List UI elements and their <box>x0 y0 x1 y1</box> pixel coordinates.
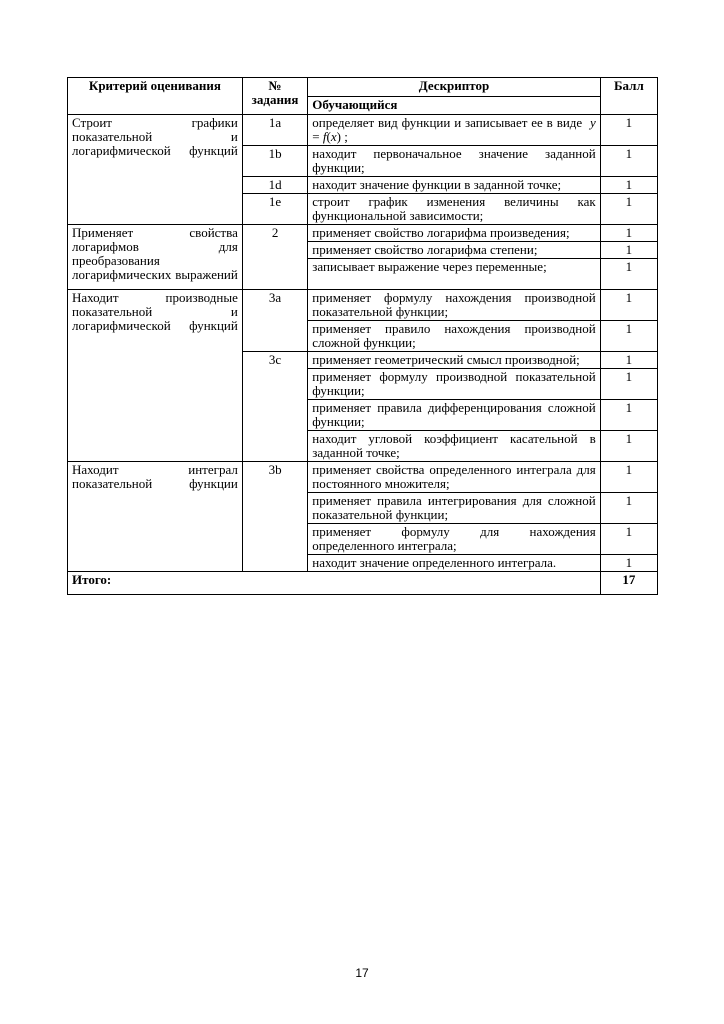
task-number-cell: 3c <box>242 352 307 462</box>
descriptor-cell: записывает выражение через переменные; <box>308 259 600 290</box>
criterion-cell: Находит интеграл показательной функции <box>68 462 243 572</box>
score-cell: 1 <box>600 259 657 290</box>
score-cell: 1 <box>600 225 657 242</box>
score-cell: 1 <box>600 115 657 146</box>
score-cell: 1 <box>600 462 657 493</box>
page-number: 17 <box>355 966 369 980</box>
descriptor-cell: применяет свойства определенного интеграла для постоянного множителя; <box>308 462 600 493</box>
table-header-row <box>68 78 658 97</box>
table-row <box>68 225 658 242</box>
descriptor-cell: применяет формулу производной показательной функции; <box>308 369 600 400</box>
descriptor-cell: находит значение функции в заданной точке; <box>308 177 600 194</box>
task-number-cell: 1b <box>242 146 307 177</box>
score-cell: 1 <box>600 177 657 194</box>
score-cell: 1 <box>600 242 657 259</box>
descriptor-cell: применяет правила дифференцирования сложной функции; <box>308 400 600 431</box>
header-task-number-line1: № <box>268 78 282 93</box>
score-cell: 1 <box>600 146 657 177</box>
criterion-cell: Применяет свойства логарифмов для преобразования логарифмических выражений <box>68 225 243 290</box>
total-row <box>68 572 658 595</box>
score-cell: 1 <box>600 400 657 431</box>
task-number-cell: 3a <box>242 290 307 352</box>
criterion-cell: Находит производные показательной и логарифмической функций <box>68 290 243 462</box>
score-cell: 1 <box>600 369 657 400</box>
header-task-number-line2: задания <box>251 92 299 107</box>
task-number-cell: 1a <box>242 115 307 146</box>
descriptor-cell: применяет свойство логарифма степени; <box>308 242 600 259</box>
table-row <box>68 290 658 321</box>
score-cell: 1 <box>600 321 657 352</box>
descriptor-cell: применяет свойство логарифма произведения; <box>308 225 600 242</box>
score-cell: 1 <box>600 493 657 524</box>
score-cell: 1 <box>600 194 657 225</box>
table-row <box>68 115 658 146</box>
score-cell: 1 <box>600 431 657 462</box>
descriptor-cell: находит первоначальное значение заданной функции; <box>308 146 600 177</box>
descriptor-cell: применяет формулу нахождения производной показательной функции; <box>308 290 600 321</box>
header-descriptor: Дескриптор <box>308 78 600 97</box>
descriptor-cell: применяет правила интегрирования для сложной показательной функции; <box>308 493 600 524</box>
header-task-number <box>242 78 307 115</box>
task-number-cell: 1e <box>242 194 307 225</box>
header-score: Балл <box>600 78 657 115</box>
descriptor-cell: находит угловой коэффициент касательной в заданной точке; <box>308 431 600 462</box>
descriptor-cell: применяет геометрический смысл производной; <box>308 352 600 369</box>
descriptor-cell: строит график изменения величины как функциональной зависимости; <box>308 194 600 225</box>
score-cell: 1 <box>600 290 657 321</box>
table-row <box>68 462 658 493</box>
score-cell: 1 <box>600 524 657 555</box>
task-number-cell: 3b <box>242 462 307 572</box>
descriptor-cell: находит значение определенного интеграла. <box>308 555 600 572</box>
criterion-cell: Строит графики показательной и логарифмической функций <box>68 115 243 225</box>
assessment-criteria-table <box>67 77 658 595</box>
total-label: Итого: <box>68 572 601 595</box>
score-cell: 1 <box>600 352 657 369</box>
header-learner: Обучающийся <box>308 96 600 115</box>
header-criterion: Критерий оценивания <box>68 78 243 115</box>
descriptor-cell: применяет правило нахождения производной сложной функции; <box>308 321 600 352</box>
task-number-cell: 1d <box>242 177 307 194</box>
descriptor-cell: определяет вид функции и записывает ее в виде y = f(x) ; <box>308 115 600 146</box>
task-number-cell: 2 <box>242 225 307 290</box>
total-score: 17 <box>600 572 657 595</box>
score-cell: 1 <box>600 555 657 572</box>
descriptor-cell: применяет формулу для нахождения определенного интеграла; <box>308 524 600 555</box>
